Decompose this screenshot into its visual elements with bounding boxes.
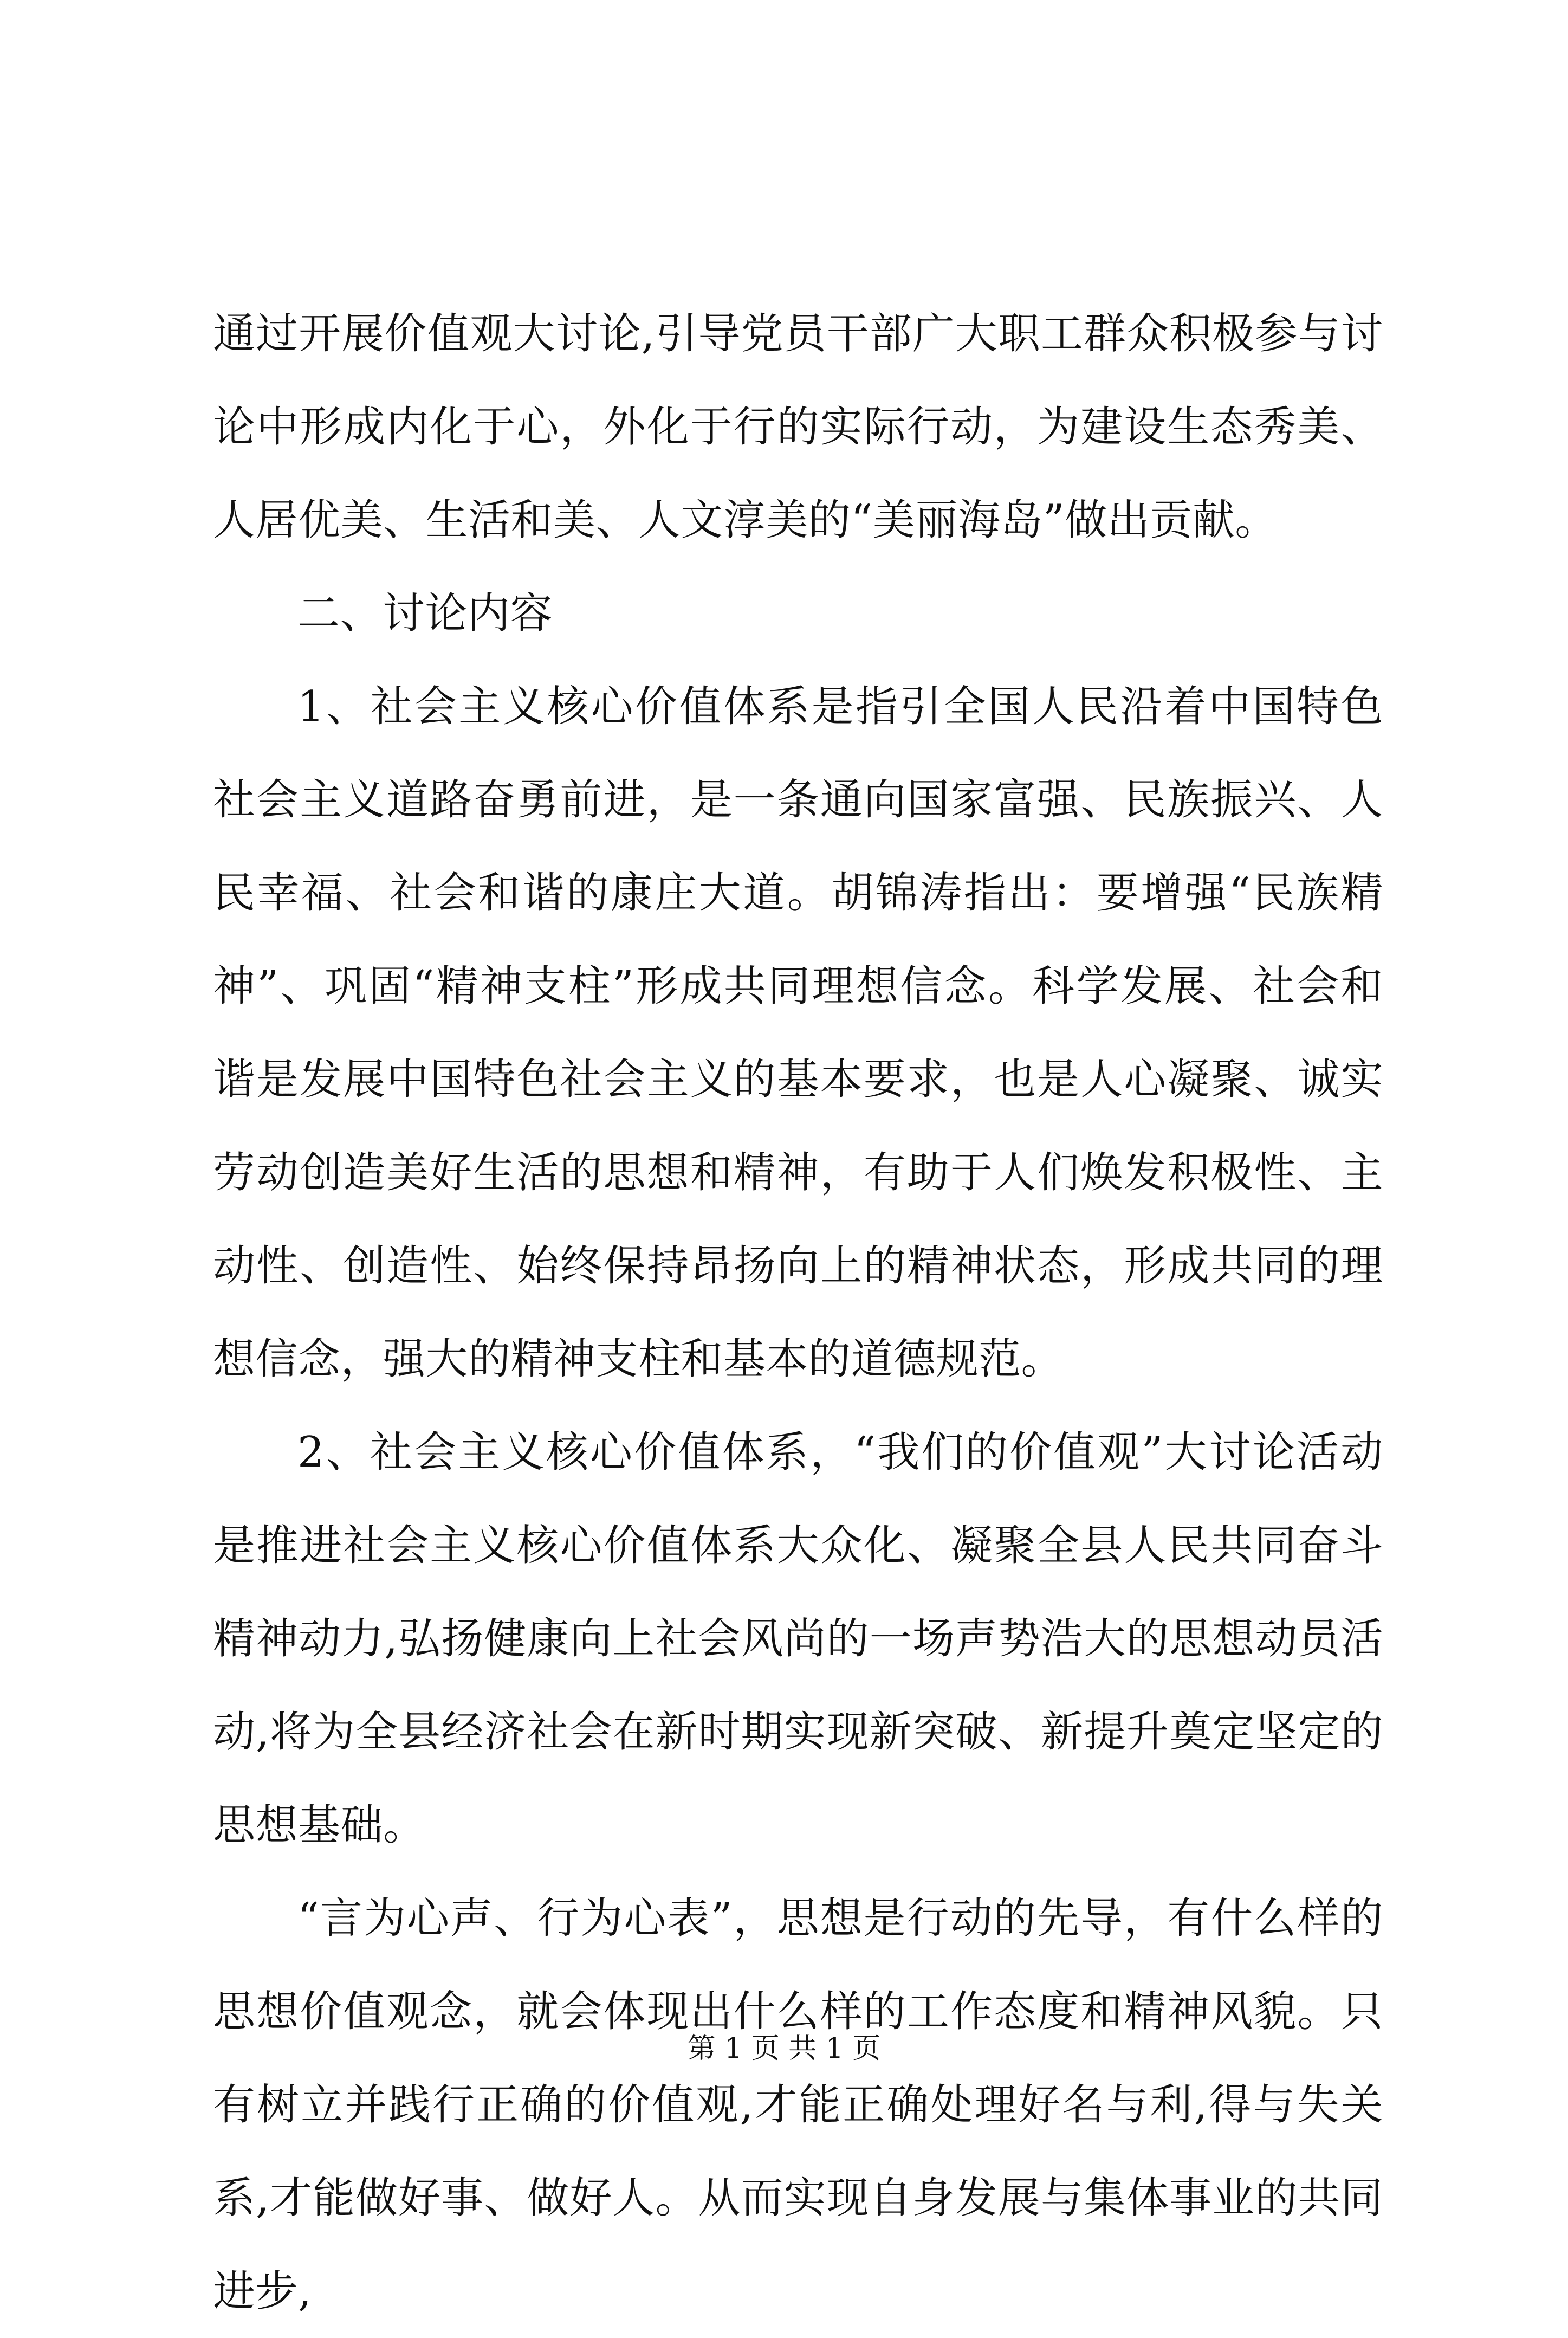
paragraph-values: “言为心声、行为心表”，思想是行动的先导，有什么样的思想价值观念，就会体现出什么样的工作态度和精神风貌。只有树立并践行正确的价值观,才能正确处理好名与利,得与失关系,才能做好事、做好人。从而实现自身发展与集体事业的共同进步, — [213, 1894, 1383, 2316]
paragraph-intro: 通过开展价值观大讨论,引导党员干部广大职工群众积极参与讨论中形成内化于心，外化于行的实际行动，为建设生态秀美、人居优美、生活和美、人文淳美的“美丽海岛”做出贡献。 — [213, 309, 1383, 545]
section-heading-discussion-content: 二、讨论内容 — [297, 589, 553, 638]
paragraph-item-1: 1、社会主义核心价值体系是指引全国人民沿着中国特色社会主义道路奋勇前进，是一条通向国家富强、民族振兴、人民幸福、社会和谐的康庄大道。胡锦涛指出：要增强“民族精神”、巩固“精神支柱”形成共同理想信念。科学发展、社会和谐是发展中国特色社会主义的基本要求，也是人心凝聚、诚实劳动创造美好生活的思想和精神，有助于人们焕发积极性、主动性、创造性、始终保持昂扬向上的精神状态，形成共同的理想信念，强大的精神支柱和基本的道德规范。 — [213, 682, 1383, 1384]
paragraph-item-2: 2、社会主义核心价值体系，“我们的价值观”大讨论活动是推进社会主义核心价值体系大众化、凝聚全县人民共同奋斗精神动力,弘扬健康向上社会风尚的一场声势浩大的思想动员活动,将为全县经济社会在新时期实现新突破、新提升奠定坚定的思想基础。 — [213, 1428, 1383, 1850]
page-footer — [0, 2030, 1568, 2068]
page-number-label: 第 1 页 共 1 页 — [687, 2032, 881, 2065]
